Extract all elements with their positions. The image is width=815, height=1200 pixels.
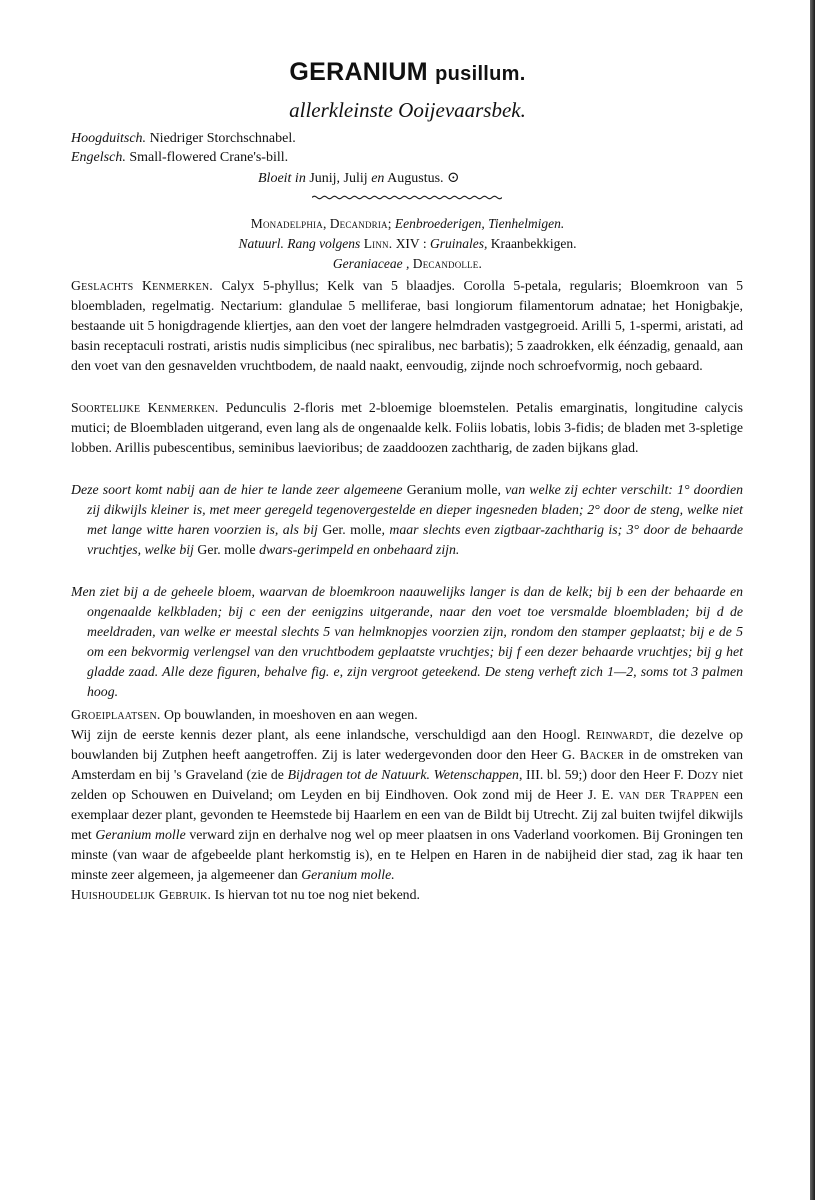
english-name: Small-flowered Crane's-bill. bbox=[129, 150, 289, 165]
classification-line-1: Monadelphia, Decandria; Eenbroederigen, Tienhelmigen. bbox=[250, 216, 565, 231]
species-characters bbox=[71, 398, 743, 458]
use-text: Is hiervan tot nu toe nog niet bekend. bbox=[214, 887, 420, 902]
habitat-text-4: , III. bl. 59;) door den Heer F. bbox=[518, 767, 684, 782]
species-characters-text: Pedunculis 2-floris met 2-bloemige bloemstelen. Petalis emarginatis, longitudine calycis mutici; de Bloembladen uitgerand, even lang als de ongenaalde kelk. Foliis lobatis, lobis 3-fidis; de bladen met 3-spletige lobben. Arillis pubescentibus, seminibus laevioribus; de zaaddoozen zachtharig, de zaden bijkans glad. bbox=[71, 400, 743, 455]
habitat-reference: Bijdragen tot de Natuurk. Wetenschappen bbox=[287, 767, 519, 782]
habitat-text-5: niet zelden op Schouwen en Duiveland; om Leyden en bij Eindhoven. Ook zond mij de Heer J. E. bbox=[71, 767, 743, 802]
family-name: Geraniaceae , bbox=[332, 256, 410, 271]
page-edge-shadow bbox=[810, 0, 815, 1200]
page-title bbox=[0, 58, 815, 87]
use-heading: Huishoudelijk Gebruik. bbox=[71, 887, 212, 902]
class-monadelphia: Monadelphia bbox=[250, 216, 323, 231]
decandolle: Decandolle. bbox=[412, 256, 483, 271]
genus-characters-heading: Geslachts Kenmerken. bbox=[71, 278, 213, 293]
flowering-conj: en bbox=[371, 171, 385, 186]
classification-line-2 bbox=[0, 236, 815, 252]
genus-characters bbox=[71, 276, 743, 376]
order-dutch: Kraanbekkigen. bbox=[490, 236, 577, 251]
class-decandria: Decandria bbox=[329, 216, 388, 231]
genus-name: GERANIUM bbox=[289, 58, 428, 86]
flowering-label: Bloeit in bbox=[258, 171, 306, 186]
habitat-name-backer: Backer bbox=[579, 747, 625, 762]
natural-rank-label: Natuurl. Rang volgens bbox=[238, 236, 361, 251]
note-comparison-species-1: Geranium molle bbox=[406, 482, 498, 497]
habitat-text-3: in de omstreken van Amsterdam en bij 's Graveland (zie de bbox=[71, 747, 744, 782]
note-comparison-species-2: Ger. molle bbox=[322, 522, 382, 537]
note-figures bbox=[71, 582, 743, 702]
habitat-intro: Op bouwlanden, in moeshoven en aan wegen. bbox=[164, 707, 418, 722]
order-latin: Gruinales, bbox=[429, 236, 488, 251]
habitat-heading: Groeiplaatsen. bbox=[71, 707, 161, 722]
note-comparison bbox=[71, 480, 743, 560]
habitat-text-2: , die dezelve op bouwlanden bij Zutphen heeft aangetroffen. Zij is later wedergevonden door den Heer G. bbox=[71, 727, 743, 762]
habitat-species-2: Geranium molle. bbox=[301, 867, 395, 882]
flowering-months-2: Augustus. bbox=[387, 171, 444, 186]
rank-number: XIV : bbox=[395, 236, 427, 251]
classification-line-3 bbox=[0, 256, 815, 272]
habitat bbox=[71, 705, 743, 905]
note-comparison-text-3: , maar slechts even zigtbaar-zachtharig is; 3° door de behaarde vruchtjes, welke bij bbox=[87, 522, 743, 557]
note-comparison-text-1: Deze soort komt nabij aan de hier te lande zeer algemeene bbox=[71, 482, 403, 497]
vernacular-names bbox=[71, 129, 511, 167]
note-comparison-species-3: Ger. molle bbox=[197, 542, 256, 557]
english-label: Engelsch. bbox=[71, 150, 126, 165]
habitat-text-6: een exemplaar dezer plant, gevonden te Heemstede bij Haarlem en een van de Bildt bij Utrecht. Zij zal buiten twijfel dikwijls met bbox=[71, 787, 743, 842]
habitat-text-1: Wij zijn de eerste kennis dezer plant, als eene inlandsche, verschuldigd aan den Hoogl. bbox=[71, 727, 581, 742]
habitat-text-7: verward zijn en derhalve nog wel op meer plaatsen in ons Vaderland voorkomen. Bij Groningen ten minste (van waar de afgebeelde plant herkomstig is), en te Helpen en Haren in de nabijheid dier stad, zag ik haar ten minste zeer algemeen, ja algemeener dan bbox=[71, 827, 743, 882]
flowering-time bbox=[258, 168, 460, 187]
habitat-name-reinwardt: Reinwardt bbox=[586, 727, 650, 742]
note-figures-text: Men ziet bij a de geheele bloem, waarvan de bloemkroon naauwelijks langer is dan de kelk; bij b een der behaarde en ongenaalde kelkbladen; bij c een der eenigzins uitgerande, naar den voet toe versmalde bloembladen; bij d de meeldraden, van welke er meestal slechts 5 van helmknopjes voorzien zijn, rondom den stamper geplaatst; bij e de 5 om een bekvormig verlengsel van den vruchtbodem geplaatste vruchtjes; bij f een dezer behaarde vruchtjes; bij g het gladde zaad. Alle deze figuren, behalve fig. e, zijn vergroot geteekend. De steng verheft zich 1—2, soms tot 3 palmen hoog. bbox=[71, 584, 743, 699]
annual-symbol-icon: ⊙ bbox=[447, 170, 460, 186]
note-comparison-text-2: , van welke zij echter verschilt: 1° doordien zij dikwijls kleiner is, met meer geregeld tegenovergestelde en dieper ingesneden bladen; 2° door de steng, welke niet met lange witte haren voorzien is, als bij bbox=[87, 482, 743, 537]
species-characters-heading: Soortelijke Kenmerken. bbox=[71, 400, 219, 415]
english-name-row bbox=[71, 148, 511, 167]
genus-characters-text: Calyx 5-phyllus; Kelk van 5 blaadjes. Corolla 5-petala, regularis; Bloemkroon van 5 bloembladen, regelmatig. Nectarium: glandulae 5 melliferae, basi longiorum filamentorum adnatae; het Honigbakje, bestaande uit 5 honigdragende kliertjes, aan den voet der langere helmdraden vastgegroeid. Arilli 5, 1-spermi, aristati, ad basin receptaculi rostrati, aristis nudis simplicibus (nec spiralibus, nec barbatis); 5 zaadrokken, elk éénzadig, genaald, aan den voet van den gesnavelden vruchtbodem, de naald naakt, eenvoudig, zijnde noch schroefvormig, noch gebaard. bbox=[71, 278, 743, 373]
german-name: Niedriger Storchschnabel. bbox=[149, 131, 296, 146]
habitat-name-dozy: Dozy bbox=[687, 767, 719, 782]
class-dutch: Eenbroederigen, Tienhelmigen. bbox=[394, 216, 565, 231]
habitat-species-1: Geranium molle bbox=[95, 827, 186, 842]
dutch-name: allerkleinste Ooijevaarsbek. bbox=[289, 98, 526, 122]
habitat-name-trappen: van der Trappen bbox=[618, 787, 719, 802]
species-name: pusillum. bbox=[435, 63, 526, 85]
linnaeus: Linn. bbox=[363, 236, 393, 251]
german-name-row bbox=[71, 129, 511, 148]
german-label: Hoogduitsch. bbox=[71, 131, 147, 146]
wavy-divider bbox=[312, 195, 502, 200]
note-comparison-text-4: dwars-gerimpeld en onbehaard zijn. bbox=[259, 542, 460, 557]
flowering-months-1: Junij, Julij bbox=[309, 171, 368, 186]
